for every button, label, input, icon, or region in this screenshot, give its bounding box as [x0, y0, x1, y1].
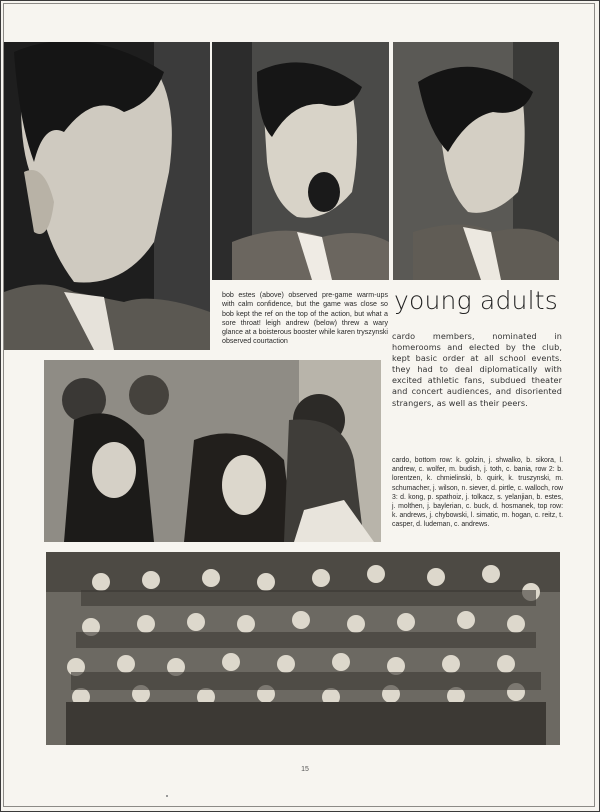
- scan-mark: [166, 795, 168, 797]
- photo-caption: bob estes (above) observed pre-game warm-ups with calm confidence, but the game was close so bob kept the ref on the top of the action, but what a sore throat! leigh andrew (below) threw a wary glance at a boisterous booster while karen tryszynski observed courtaction: [222, 291, 388, 346]
- body-text: cardo members, nominated in homerooms and elected by the club, kept basic order at all school events. they had to deal diplomatically with excited athletic fans, subdued theater and concert audiences, and disoriented strangers, as well as their peers.: [392, 331, 562, 408]
- page-number: 15: [301, 766, 309, 773]
- section-title: young adults: [394, 286, 558, 315]
- crowd-photo: [44, 360, 381, 542]
- yelling-student-photo: [212, 42, 389, 280]
- portrait-photo-left: [4, 42, 210, 350]
- eyes-closed-student-photo: [393, 42, 559, 280]
- group-names-caption: cardo, bottom row: k. golzin, j. shwalko, b. sikora, l. andrew, c. wolfer, m. budish, j. toth, c. bania, row 2: b. lorentzen, k. chmielinski, b. quirk, k. truszynski, m. schumacher, j. wilson, n. siever, d. pirtle, c. walloch, row 3: d. kong, p. spathoiz, j. tolkacz, s. yelanjian, b. estes, j. molthen, j. baylerian, c. buck, d. hosmanek, top row: k. andrews, j. chybowski, l. simatic, m. hogan, c. reitz, t. casper, d. ludeman, c. andrews.: [392, 457, 563, 529]
- cardo-group-photo: [46, 552, 560, 745]
